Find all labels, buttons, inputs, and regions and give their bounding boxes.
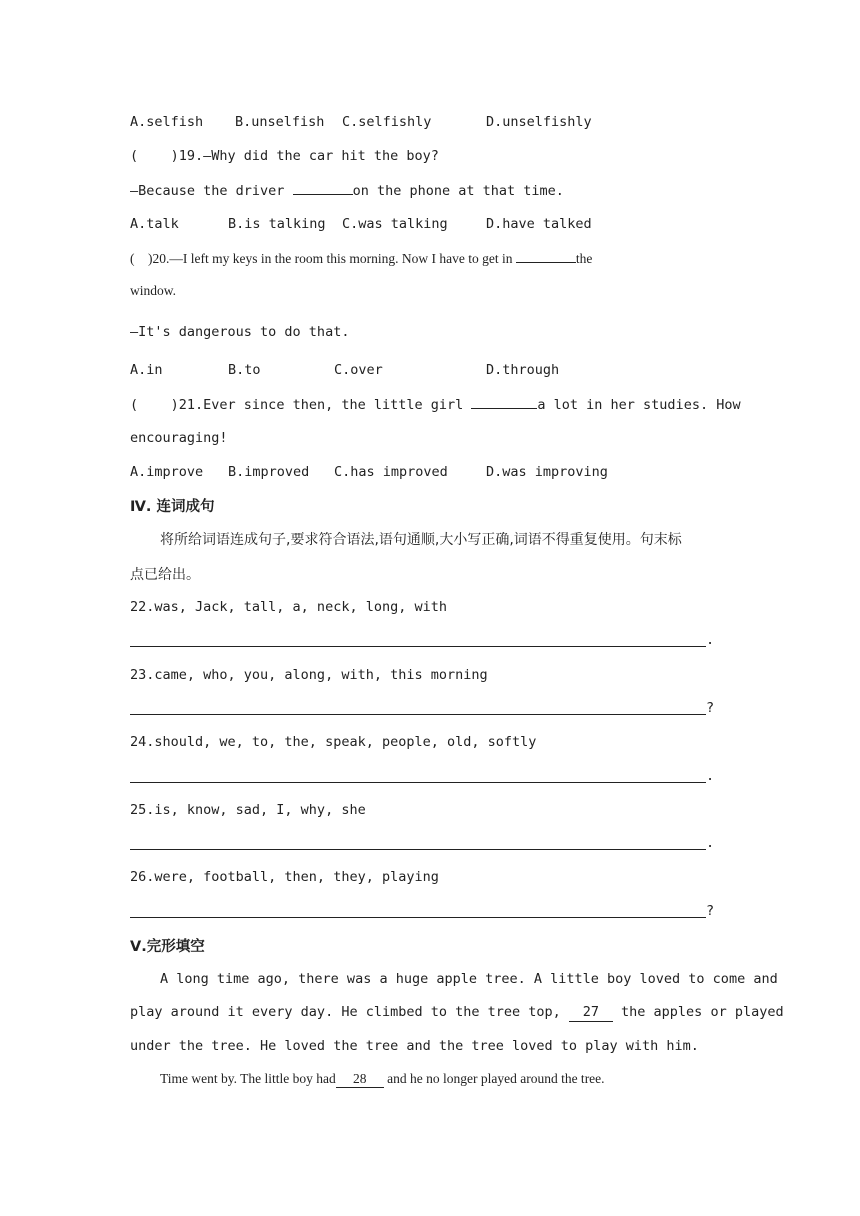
item-24-answer-line[interactable] (130, 781, 706, 783)
blank-27[interactable]: 27 (569, 1003, 613, 1022)
q20-stem-line (130, 249, 592, 267)
q20-blank[interactable] (516, 249, 576, 263)
q20-stem-pre: 20.—I left my keys in the room this morning. Now I have to get in (152, 251, 516, 266)
q20-option-d: D.through (486, 362, 560, 378)
item-24-end-punct: . (706, 768, 715, 784)
q19-reply-line (130, 181, 564, 200)
q20-stem-wrap: window. (130, 283, 176, 298)
q18-option-a: A.selfish (130, 114, 204, 130)
item-24-words: 24.should, we, to, the, speak, people, old, softly (130, 734, 537, 750)
item-26-answer-line[interactable] (130, 916, 706, 918)
q21-option-d: D.was improving (486, 464, 608, 480)
passage-line-2 (130, 1003, 784, 1022)
section-4-instruction-1: 将所给词语连成句子,要求符合语法,语句通顺,大小写正确,词语不得重复使用。句末标 (160, 532, 682, 548)
item-22-answer-line[interactable] (130, 645, 706, 647)
q19-blank[interactable] (293, 181, 353, 195)
q21-option-c: C.has improved (334, 464, 448, 480)
item-23-end-punct: ? (706, 700, 715, 716)
item-23-words: 23.came, who, you, along, with, this morning (130, 667, 488, 683)
q18-option-b: B.unselfish (235, 114, 325, 130)
q19-reply-pre: —Because the driver (130, 183, 293, 199)
q19-option-d: D.have talked (486, 216, 592, 232)
q20-option-c: C.over (334, 362, 383, 378)
q21-stem-pre: 21.Ever since then, the little girl (178, 397, 472, 413)
q20-reply: —It's dangerous to do that. (130, 324, 350, 340)
passage-line-4-pre: Time went by. The little boy had (160, 1071, 336, 1086)
passage-line-4-post: and he no longer played around the tree. (383, 1071, 605, 1086)
item-26-end-punct: ? (706, 903, 715, 919)
item-25-words: 25.is, know, sad, I, why, she (130, 802, 366, 818)
answer-paren[interactable]: ( ) (130, 251, 153, 266)
section-4-instruction-2: 点已给出。 (130, 567, 200, 583)
passage-line-2-pre: play around it every day. He climbed to the tree top, (130, 1004, 569, 1020)
q19-stem-line (130, 147, 439, 165)
answer-paren[interactable]: ( ) (130, 397, 179, 413)
q20-option-a: A.in (130, 362, 163, 378)
q19-option-c: C.was talking (342, 216, 448, 232)
answer-paren[interactable]: ( ) (130, 148, 179, 164)
item-22-end-punct: . (706, 632, 715, 648)
q21-stem-wrap: encouraging! (130, 430, 228, 446)
q19-reply-post: on the phone at that time. (352, 183, 564, 199)
q20-option-b: B.to (228, 362, 261, 378)
passage-line-4 (160, 1071, 605, 1088)
q21-blank[interactable] (471, 395, 537, 409)
passage-line-2-post: the apples or played (612, 1004, 784, 1020)
section-5-title: Ⅴ.完形填空 (130, 939, 205, 955)
q21-option-b: B.improved (228, 464, 310, 480)
q21-stem-line (130, 395, 741, 414)
item-25-answer-line[interactable] (130, 848, 706, 850)
q19-stem: 19.—Why did the car hit the boy? (178, 148, 439, 164)
q18-option-d: D.unselfishly (486, 114, 592, 130)
q18-option-c: C.selfishly (342, 114, 432, 130)
q20-stem-post: the (575, 251, 593, 266)
item-25-end-punct: . (706, 835, 715, 851)
section-4-title: Ⅳ. 连词成句 (130, 499, 215, 515)
passage-line-1: A long time ago, there was a huge apple tree. A little boy loved to come and (160, 971, 778, 987)
q21-stem-post: a lot in her studies. How (537, 397, 741, 413)
item-22-words: 22.was, Jack, tall, a, neck, long, with (130, 599, 447, 615)
item-26-words: 26.were, football, then, they, playing (130, 869, 439, 885)
passage-line-3: under the tree. He loved the tree and the tree loved to play with him. (130, 1038, 699, 1054)
q19-option-b: B.is talking (228, 216, 326, 232)
q19-option-a: A.talk (130, 216, 179, 232)
q21-option-a: A.improve (130, 464, 204, 480)
blank-28[interactable]: 28 (336, 1071, 384, 1088)
item-23-answer-line[interactable] (130, 713, 706, 715)
